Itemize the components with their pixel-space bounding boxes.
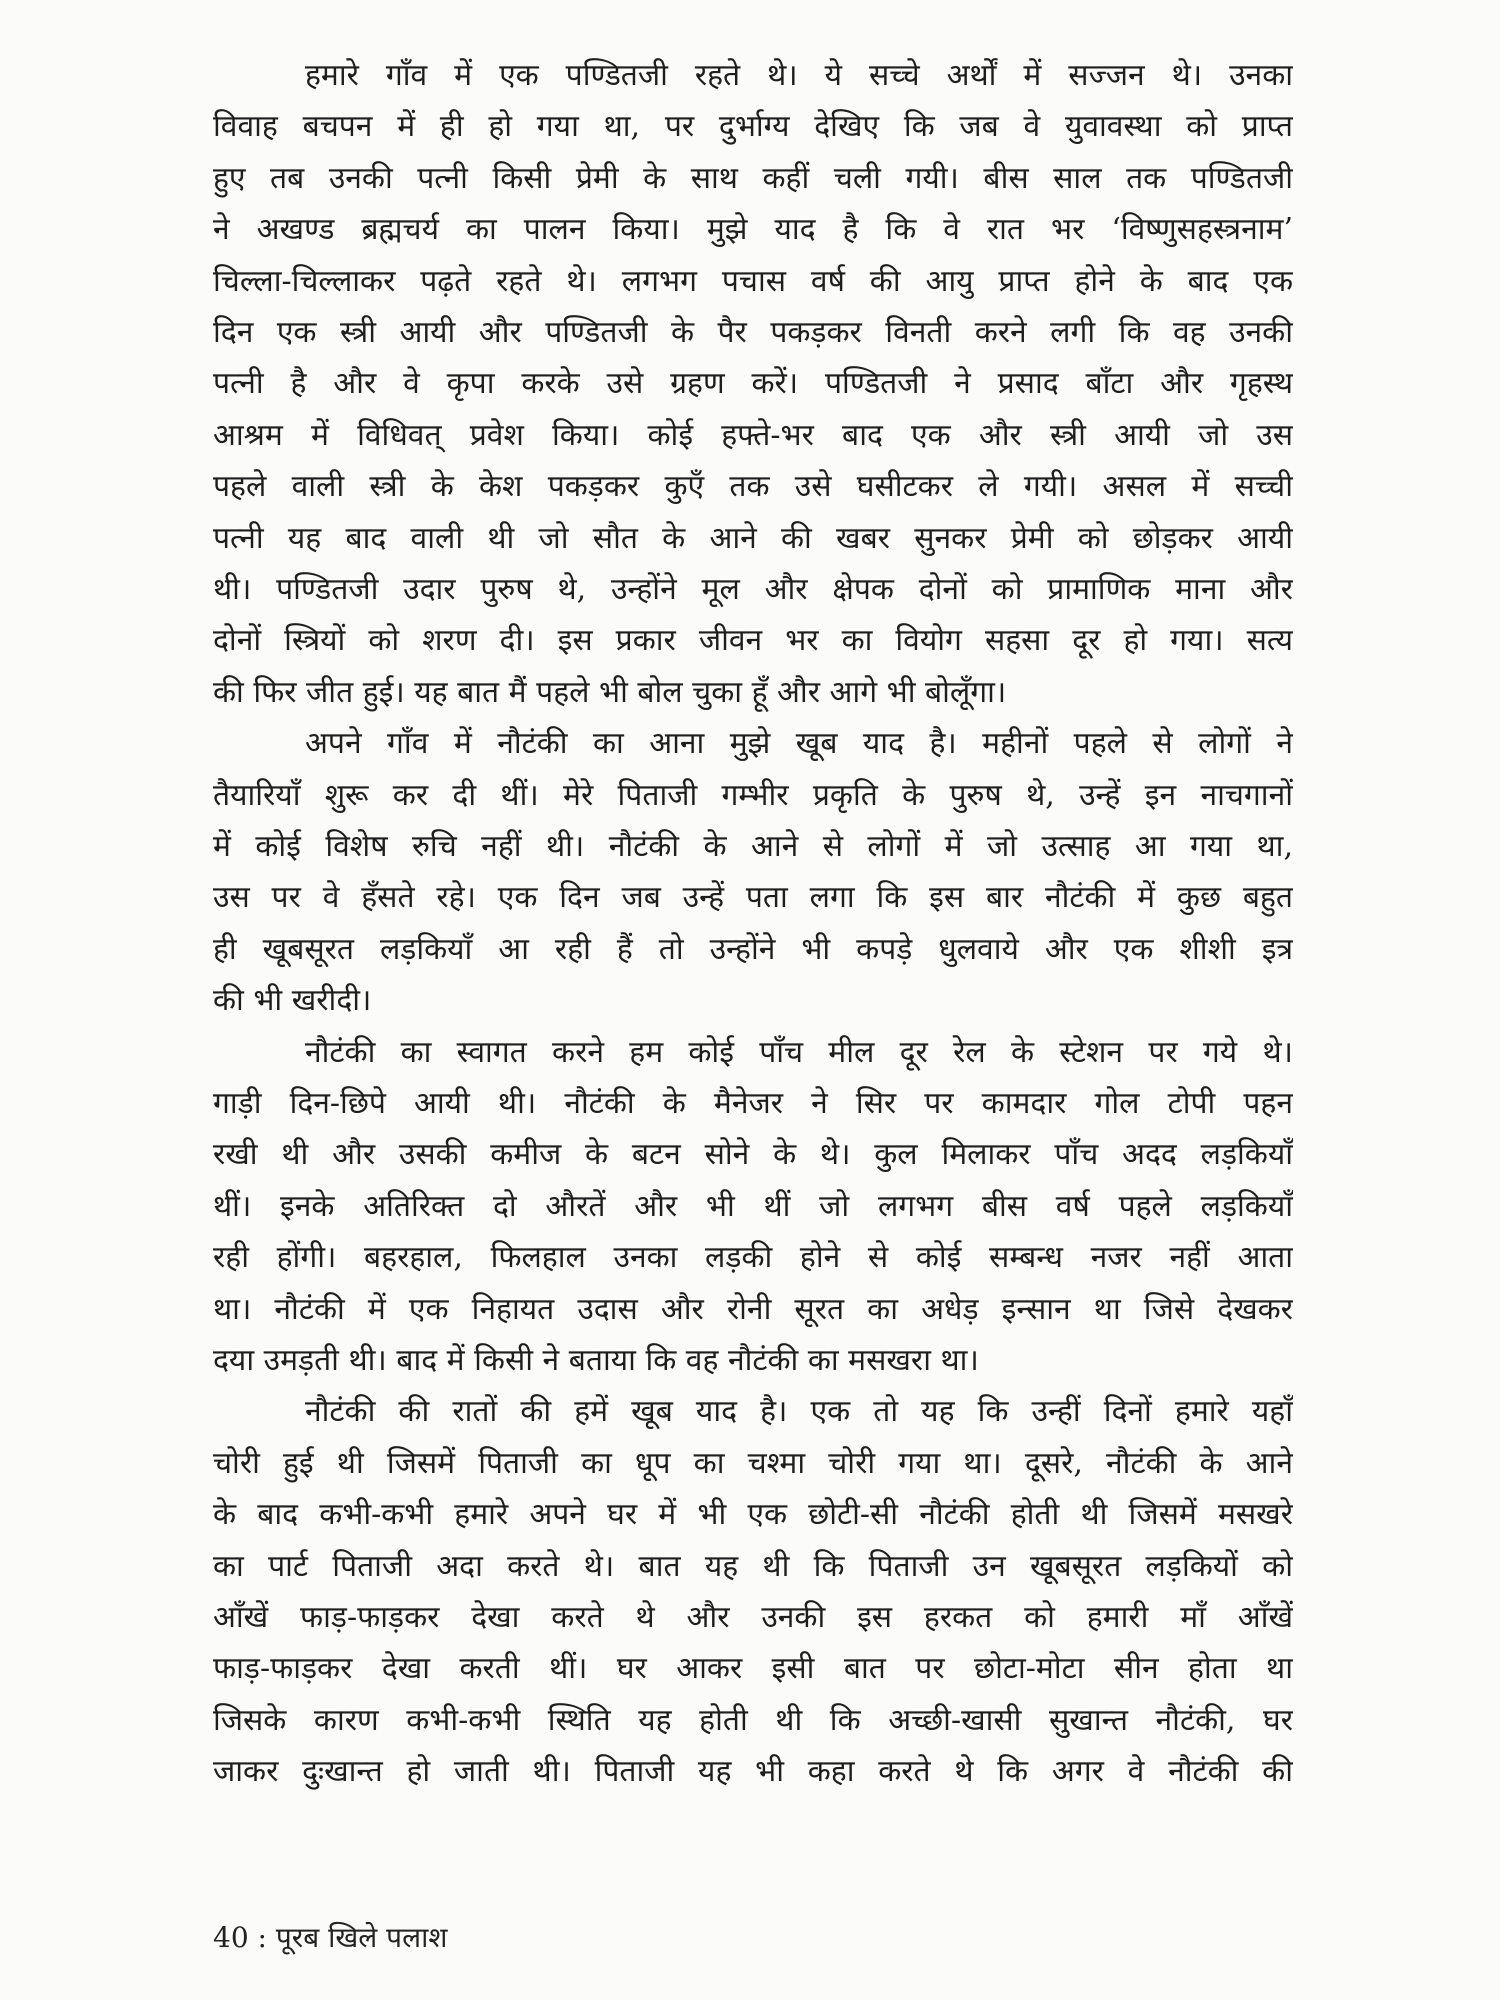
text-line: दया उमड़ती थी। बाद में किसी ने बताया कि वह नौटंकी का मसखरा था। bbox=[213, 1343, 979, 1378]
text-line: तैयारियाँ शुरू कर दी थीं। मेरे पिताजी गम्भीर प्रकृति के पुरुष थे, उन्हें इन नाचगानों bbox=[213, 777, 1293, 813]
text-line: गाड़ी दिन-छिपे आयी थी। नौटंकी के मैनेजर ने सिर पर कामदार गोल टोपी पहन bbox=[213, 1086, 1293, 1121]
text-line: थी। पण्डितजी उदार पुरुष थे, उन्होंने मूल और क्षेपक दोनों को प्रामाणिक माना और bbox=[213, 572, 1293, 607]
text-line: थीं। इनके अतिरिक्त दो औरतें और भी थीं जो लगभग बीस वर्ष पहले लड़कियाँ bbox=[213, 1188, 1293, 1224]
text-line: जिसके कारण कभी-कभी स्थिति यह होती थी कि अच्छी-खासी सुखान्त नौटंकी, घर bbox=[213, 1702, 1293, 1738]
text-line: रखी थी और उसकी कमीज के बटन सोने के थे। कुल मिलाकर पाँच अदद लड़कियाँ bbox=[213, 1137, 1293, 1173]
page-number: 40 bbox=[213, 1921, 249, 1954]
text-line: की फिर जीत हुई। यह बात मैं पहले भी बोल चुका हूँ और आगे भी बोलूँगा। bbox=[213, 674, 1007, 710]
text-line: जाकर दुःखान्त हो जाती थी। पिताजी यह भी कहा करते थे कि अगर वे नौटंकी की bbox=[213, 1754, 1293, 1790]
text-line: था। नौटंकी में एक निहायत उदास और रोनी सूरत का अधेड़ इन्सान था जिसे देखकर bbox=[213, 1291, 1293, 1327]
text-line: नौटंकी की रातों की हमें खूब याद है। एक तो यह कि उन्हीं दिनों हमारे यहाँ bbox=[305, 1394, 1293, 1430]
page-footer bbox=[213, 1918, 447, 1958]
book-title: पूरब खिले पलाश bbox=[275, 1921, 448, 1954]
text-line: की भी खरीदी। bbox=[213, 983, 372, 1019]
text-line: ही खूबसूरत लड़कियाँ आ रही हैं तो उन्होंने भी कपड़े धुलवाये और एक शीशी इत्र bbox=[213, 931, 1293, 967]
text-line: विवाह बचपन में ही हो गया था, पर दुर्भाग्य देखिए कि जब वे युवावस्था को प्राप्त bbox=[213, 109, 1293, 145]
text-line: पत्नी है और वे कृपा करके उसे ग्रहण करें। पण्डितजी ने प्रसाद बाँटा और गृहस्थ bbox=[213, 366, 1293, 402]
text-line: हमारे गाँव में एक पण्डितजी रहते थे। ये सच्चे अर्थों में सज्जन थे। उनका bbox=[305, 58, 1293, 93]
text-line: का पार्ट पिताजी अदा करते थे। बात यह थी कि पिताजी उन खूबसूरत लड़कियों को bbox=[213, 1548, 1293, 1584]
text-line: पहले वाली स्त्री के केश पकड़कर कुएँ तक उसे घसीटकर ले गयी। असल में सच्ची bbox=[213, 469, 1293, 505]
text-line: आँखें फाड़-फाड़कर देखा करते थे और उनकी इस हरकत को हमारी माँ आँखें bbox=[213, 1600, 1293, 1635]
text-line: में कोई विशेष रुचि नहीं थी। नौटंकी के आने से लोगों में जो उत्साह आ गया था, bbox=[213, 829, 1293, 864]
text-line: चोरी हुई थी जिसमें पिताजी का धूप का चश्मा चोरी गया था। दूसरे, नौटंकी के आने bbox=[213, 1445, 1293, 1481]
text-line: पत्नी यह बाद वाली थी जो सौत के आने की खबर सुनकर प्रेमी को छोड़कर आयी bbox=[213, 520, 1293, 556]
text-line: ने अखण्ड ब्रह्मचर्य का पालन किया। मुझे याद है कि वे रात भर ‘विष्णुसहस्त्रनाम’ bbox=[213, 212, 1293, 248]
text-line: हुए तब उनकी पत्नी किसी प्रेमी के साथ कहीं चली गयी। बीस साल तक पण्डितजी bbox=[213, 160, 1293, 196]
text-line: फाड़-फाड़कर देखा करती थीं। घर आकर इसी बात पर छोटा-मोटा सीन होता था bbox=[213, 1651, 1293, 1687]
text-line: उस पर वे हँसते रहे। एक दिन जब उन्हें पता लगा कि इस बार नौटंकी में कुछ बहुत bbox=[213, 880, 1293, 916]
text-line: आश्रम में विधिवत् प्रवेश किया। कोई हफ्ते-भर बाद एक और स्त्री आयी जो उस bbox=[213, 417, 1293, 453]
text-line: नौटंकी का स्वागत करने हम कोई पाँच मील दूर रेल के स्टेशन पर गये थे। bbox=[305, 1034, 1293, 1070]
text-line: चिल्ला-चिल्लाकर पढ़ते रहते थे। लगभग पचास वर्ष की आयु प्राप्त होने के बाद एक bbox=[213, 263, 1293, 299]
footer-separator: : bbox=[257, 1921, 267, 1954]
text-line: दोनों स्त्रियों को शरण दी। इस प्रकार जीवन भर का वियोग सहसा दूर हो गया। सत्य bbox=[213, 623, 1293, 659]
text-line: दिन एक स्त्री आयी और पण्डितजी के पैर पकड़कर विनती करने लगी कि वह उनकी bbox=[213, 315, 1293, 350]
text-line: अपने गाँव में नौटंकी का आना मुझे खूब याद है। महीनों पहले से लोगों ने bbox=[305, 726, 1293, 762]
text-line: रही होंगी। बहरहाल, फिलहाल उनका लड़की होने से कोई सम्बन्ध नजर नहीं आता bbox=[213, 1240, 1293, 1276]
text-line: के बाद कभी-कभी हमारे अपने घर में भी एक छोटी-सी नौटंकी होती थी जिसमें मसखरे bbox=[213, 1497, 1293, 1533]
